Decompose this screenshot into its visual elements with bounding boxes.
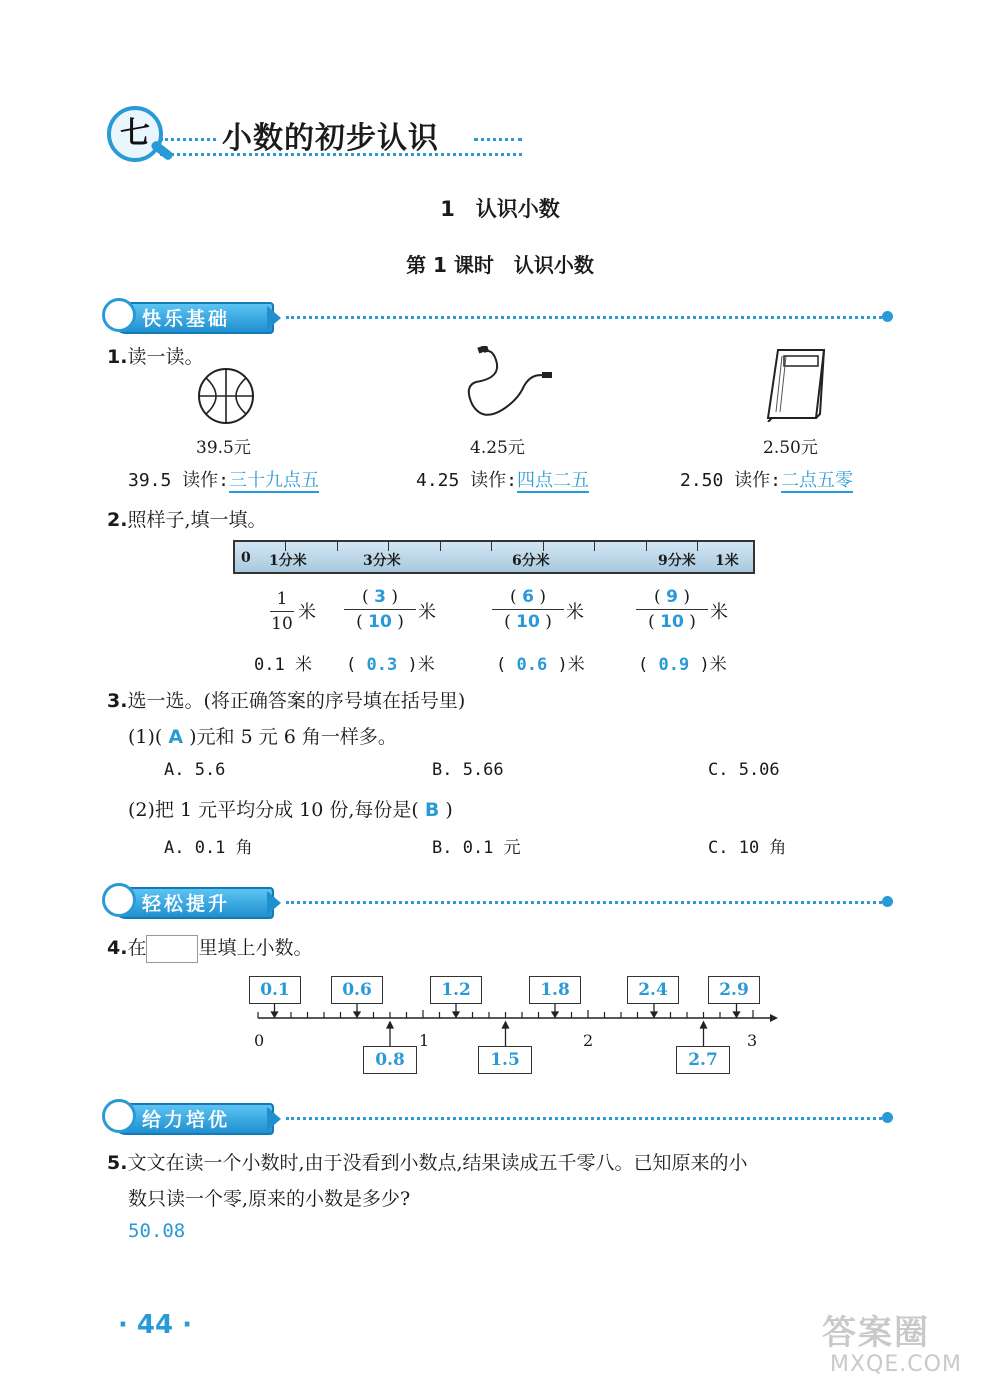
question-5 xyxy=(107,1148,897,1175)
banner-end-dot xyxy=(882,1112,893,1123)
reading-answer: 三十九点五 xyxy=(229,470,320,491)
reading-row xyxy=(128,466,319,492)
book-icon xyxy=(764,346,828,422)
decimal-answer-row: ( 0.6 )米 xyxy=(496,655,585,675)
item-price: 2.50元 xyxy=(763,438,818,458)
section-title: 1 认识小数 xyxy=(440,197,560,221)
question-number: 4. xyxy=(107,937,128,959)
reading-answer: 四点二五 xyxy=(517,470,590,491)
answer-box: 0.1 xyxy=(249,976,301,1004)
option: C. 5.06 xyxy=(708,760,780,780)
option: B. 0.1 元 xyxy=(432,838,521,858)
banner-end-dot xyxy=(882,896,893,907)
fraction-numerator: 9 xyxy=(666,587,678,607)
unit-label: 米 xyxy=(418,602,436,623)
axis-label: 1 xyxy=(419,1031,430,1050)
choice-answer: A xyxy=(168,726,184,748)
answer-fraction: ( 6 ) ( 10 ) xyxy=(492,586,564,633)
watermark-url: MXQE.COM xyxy=(830,1352,962,1377)
answer-box: 2.9 xyxy=(708,976,760,1004)
item-price: 39.5元 xyxy=(196,438,251,458)
answer-box: 2.4 xyxy=(627,976,679,1004)
decimal-answer-row: ( 0.9 )米 xyxy=(638,655,727,675)
lesson-title: 第 1 课时 认识小数 xyxy=(406,253,594,277)
fraction-denominator: 10 xyxy=(660,612,684,632)
banner-improve xyxy=(102,883,892,921)
question-3 xyxy=(107,686,465,713)
banner-dotted-line xyxy=(286,316,882,319)
reading-row xyxy=(416,466,589,492)
banner-arrow xyxy=(267,891,281,915)
question-1 xyxy=(107,342,203,369)
question-prompt: 照样子,填一填。 xyxy=(127,509,267,531)
banner-excel xyxy=(102,1099,892,1137)
reading-label: 4.25 读作: xyxy=(416,470,518,491)
header-dotted-line xyxy=(160,138,216,141)
question-4: 4.在 里填上小数。 xyxy=(107,933,312,963)
pointer-arrows-bottom xyxy=(250,1020,780,1046)
question-2 xyxy=(107,505,267,532)
reading-row xyxy=(680,466,853,492)
fraction-numerator: 1 xyxy=(276,589,288,609)
answer-box: 0.8 xyxy=(363,1046,417,1074)
clock-icon xyxy=(102,1099,136,1133)
banner-arrow xyxy=(267,306,281,330)
option: A. 0.1 角 xyxy=(164,838,253,858)
decimal-answer-row: ( 0.3 )米 xyxy=(346,655,435,675)
fraction-denominator: 10 xyxy=(271,614,293,634)
answer-fraction: ( 9 ) ( 10 ) xyxy=(636,586,708,633)
decimal-answer: 0.3 xyxy=(366,655,398,675)
option: C. 10 角 xyxy=(708,838,787,858)
item-price: 4.25元 xyxy=(470,438,525,458)
banner-label: 轻松提升 xyxy=(142,893,231,915)
banner-end-dot xyxy=(882,311,893,322)
q5-answer: 50.08 xyxy=(128,1220,186,1242)
question-number: 2. xyxy=(107,509,128,531)
ruler-label: 1分米 xyxy=(269,553,307,569)
question-prompt: 读一读。 xyxy=(127,346,204,368)
axis-label: 0 xyxy=(254,1031,265,1050)
header-dotted-line xyxy=(474,138,522,141)
axis-label: 3 xyxy=(747,1031,758,1050)
choice-answer: B xyxy=(424,799,440,821)
option: B. 5.66 xyxy=(432,760,504,780)
unit-label: 米 xyxy=(298,602,316,623)
reading-answer: 二点五零 xyxy=(781,470,854,491)
meter-ruler xyxy=(233,540,755,574)
jump-rope-icon xyxy=(462,346,552,424)
question-text-line2: 数只读一个零,原来的小数是多少? xyxy=(128,1188,411,1210)
ruler-label: 9分米 xyxy=(658,553,696,569)
page-number: · 44 · xyxy=(118,1310,193,1340)
sub-question-1: (1)( A )元和 5 元 6 角一样多。 xyxy=(128,726,397,748)
basketball-icon xyxy=(196,366,256,426)
answer-box: 1.8 xyxy=(529,976,581,1004)
option: A. 5.6 xyxy=(164,760,226,780)
banner-dotted-line xyxy=(286,1117,882,1120)
fraction-numerator: 6 xyxy=(522,587,534,607)
unit-label: 米 xyxy=(566,602,584,623)
question-number: 5. xyxy=(107,1152,128,1174)
fraction-numerator: 3 xyxy=(374,587,386,607)
answer-box: 0.6 xyxy=(331,976,383,1004)
banner-label: 给力培优 xyxy=(142,1109,231,1131)
answer-box: 1.5 xyxy=(478,1046,532,1074)
sub-question-2: (2)把 1 元平均分成 10 份,每份是( B ) xyxy=(128,799,453,821)
fraction-denominator: 10 xyxy=(516,612,540,632)
chapter-number-badge: 七 xyxy=(107,106,163,162)
ruler-label: 6分米 xyxy=(512,553,550,569)
chapter-title: 小数的初步认识 xyxy=(222,121,439,156)
clock-icon xyxy=(102,883,136,917)
question-number: 3. xyxy=(107,690,128,712)
watermark-logo: 答案圈 xyxy=(822,1313,930,1353)
answer-box: 2.7 xyxy=(676,1046,730,1074)
example-fraction xyxy=(270,588,294,635)
banner-label: 快乐基础 xyxy=(142,308,231,330)
ruler-label: 1米 xyxy=(715,553,739,569)
decimal-answer: 0.6 xyxy=(516,655,548,675)
answer-fraction: ( 3 ) ( 10 ) xyxy=(344,586,416,633)
fraction-denominator: 10 xyxy=(368,612,392,632)
header-underline xyxy=(160,153,522,156)
axis-label: 2 xyxy=(583,1031,594,1050)
reading-label: 2.50 读作: xyxy=(680,470,782,491)
question-prompt: 选一选。(将正确答案的序号填在括号里) xyxy=(127,690,466,712)
answer-box: 1.2 xyxy=(430,976,482,1004)
clock-icon xyxy=(102,298,136,332)
unit-label: 米 xyxy=(710,602,728,623)
question-text-line1: 文文在读一个小数时,由于没看到小数点,结果读成五千零八。已知原来的小 xyxy=(127,1152,748,1174)
reading-label: 39.5 读作: xyxy=(128,470,230,491)
pointer-arrows-top xyxy=(250,1003,780,1019)
example-decimal: 0.1 米 xyxy=(254,655,312,675)
banner-arrow xyxy=(267,1107,281,1131)
blank-box xyxy=(146,935,198,963)
question-number: 1. xyxy=(107,346,128,368)
banner-dotted-line xyxy=(286,901,882,904)
banner-basic xyxy=(102,298,892,336)
decimal-answer: 0.9 xyxy=(658,655,690,675)
ruler-label: 0 xyxy=(241,550,251,566)
ruler-label: 3分米 xyxy=(363,553,401,569)
